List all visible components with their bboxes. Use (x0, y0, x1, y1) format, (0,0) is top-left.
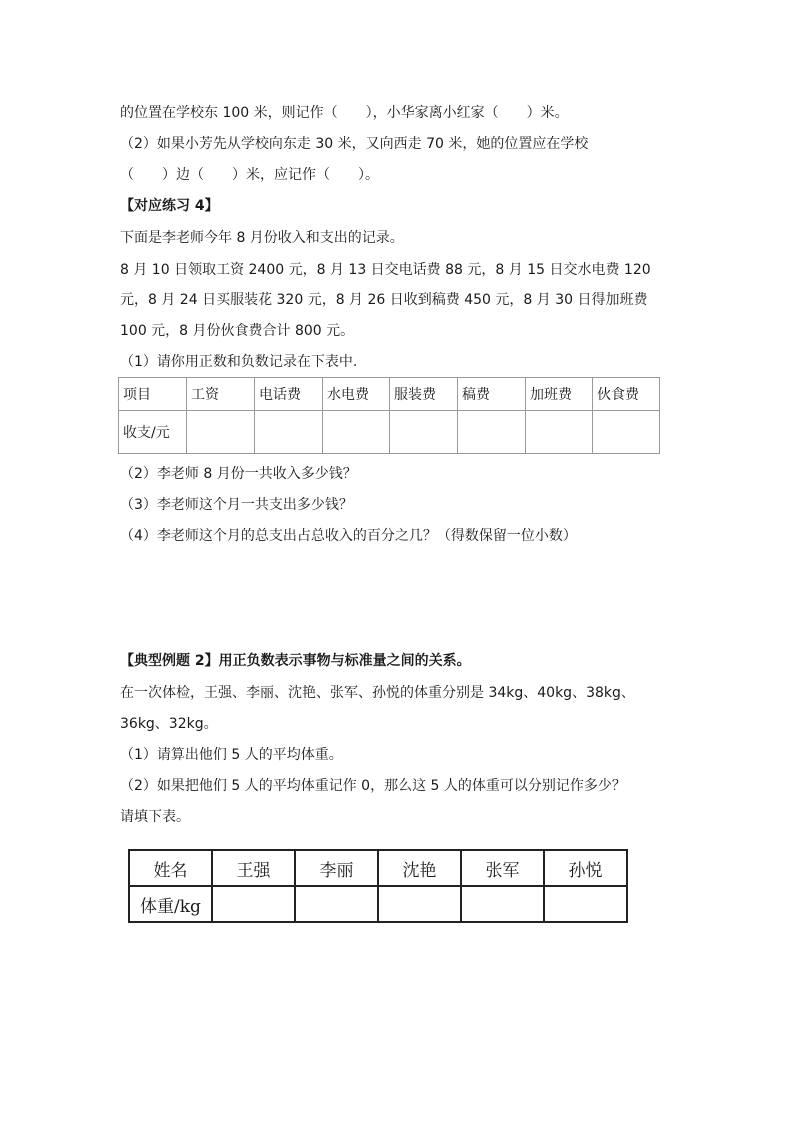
table-header-cell: 沈艳 (378, 850, 461, 886)
text-line: 100 元，8 月份伙食费合计 800 元。 (120, 323, 355, 339)
table-header-cell: 加班费 (526, 378, 593, 411)
table-cell (390, 411, 458, 454)
text-line: 的位置在学校东 100 米，则记作（ ），小华家离小红家（ ）米。 (120, 105, 569, 121)
table-cell (255, 411, 323, 454)
table-cell (526, 411, 593, 454)
table-header-cell: 稿费 (458, 378, 526, 411)
table-cell (378, 886, 461, 922)
text-line: 下面是李老师今年 8 月份收入和支出的记录。 (120, 230, 404, 246)
table-row-label: 收支/元 (119, 411, 187, 454)
table-header-cell: 孙悦 (544, 850, 627, 886)
table-cell (458, 411, 526, 454)
text-line: （2）如果把他们 5 人的平均体重记作 0，那么这 5 人的体重可以分别记作多少？ (120, 778, 626, 794)
table-cell (212, 886, 295, 922)
table-cell (323, 411, 390, 454)
weight-table (128, 849, 628, 923)
text-line: （3）李老师这个月一共支出多少钱？ (120, 497, 353, 513)
text-line: 元，8 月 24 日买服装花 320 元，8 月 26 日收到稿费 450 元，8 月 30 日得加班费 (120, 292, 648, 308)
table-header-cell: 李丽 (295, 850, 378, 886)
section-heading: 【对应练习 4】 (120, 198, 219, 214)
table-cell (461, 886, 544, 922)
text-line: （2）李老师 8 月份一共收入多少钱？ (120, 466, 357, 482)
text-line: （2）如果小芳先从学校向东走 30 米，又向西走 70 米，她的位置应在学校 (120, 136, 589, 152)
text-line: （4）李老师这个月的总支出占总收入的百分之几？（得数保留一位小数） (120, 528, 577, 544)
text-line: 36kg、32kg。 (120, 716, 218, 732)
text-line: 请填下表。 (120, 809, 190, 825)
table-cell (295, 886, 378, 922)
table-header-row (129, 850, 627, 886)
table-cell (593, 411, 660, 454)
table-cell (544, 886, 627, 922)
section-heading: 【典型例题 2】用正负数表示事物与标准量之间的关系。 (120, 653, 471, 669)
table-header-cell: 伙食费 (593, 378, 660, 411)
text-line: （1）请你用正数和负数记录在下表中. (120, 354, 358, 370)
table-header-cell: 姓名 (129, 850, 212, 886)
text-line: （1）请算出他们 5 人的平均体重。 (120, 747, 343, 763)
table-header-cell: 电话费 (255, 378, 323, 411)
table-header-row (119, 378, 660, 411)
table-header-cell: 项目 (119, 378, 187, 411)
table-header-cell: 王强 (212, 850, 295, 886)
table-row-label: 体重/kg (129, 886, 212, 922)
table-row (129, 886, 627, 922)
table-row (119, 411, 660, 454)
table-cell (187, 411, 255, 454)
table-header-cell: 水电费 (323, 378, 390, 411)
table-header-cell: 工资 (187, 378, 255, 411)
text-line: 8 月 10 日领取工资 2400 元，8 月 13 日交电话费 88 元，8 月 15 日交水电费 120 (120, 262, 651, 278)
income-expense-table (118, 377, 660, 454)
text-line: 在一次体检，王强、李丽、沈艳、张军、孙悦的体重分别是 34kg、40kg、38kg、 (120, 685, 635, 701)
text-line: （ ）边（ ）米，应记作（ ）。 (120, 167, 379, 183)
table-header-cell: 服装费 (390, 378, 458, 411)
table-header-cell: 张军 (461, 850, 544, 886)
